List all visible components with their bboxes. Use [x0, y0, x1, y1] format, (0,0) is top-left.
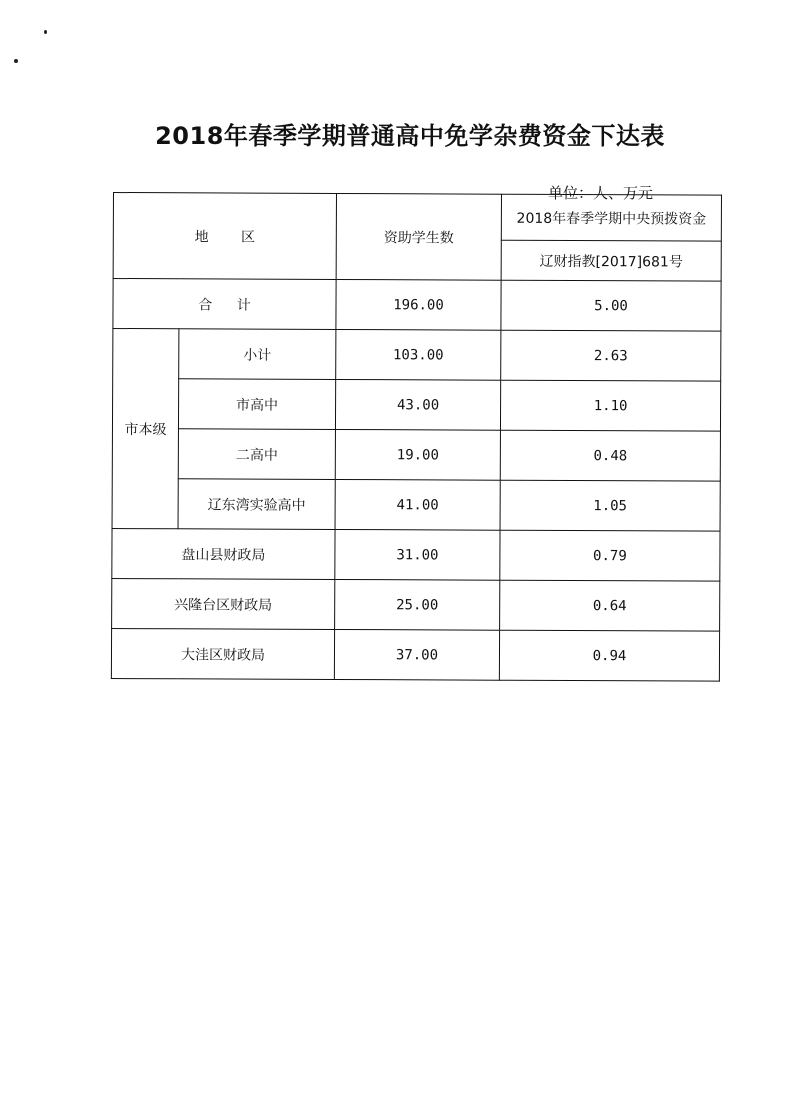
total-row — [113, 279, 721, 332]
table-row — [112, 478, 720, 531]
unit-note: 单位：人、万元 — [548, 184, 654, 202]
document-title: 2018年春季学期普通高中免学杂费资金下达表 — [155, 122, 665, 150]
funding-table — [111, 192, 722, 682]
scan-speck — [44, 30, 47, 34]
table-row — [112, 428, 720, 481]
district-students: 31.00 — [335, 529, 500, 580]
city-row-students: 41.00 — [335, 479, 500, 530]
district-fund: 0.79 — [500, 530, 720, 581]
table-row — [112, 578, 720, 631]
district-fund: 0.64 — [500, 580, 720, 631]
district-label: 盘山县财政局 — [112, 528, 335, 579]
total-students: 196.00 — [336, 279, 501, 330]
city-row-fund: 2.63 — [501, 330, 721, 381]
district-label: 兴隆台区财政局 — [112, 578, 335, 629]
header-row — [113, 193, 721, 242]
city-row-students: 43.00 — [335, 379, 500, 430]
table-row — [111, 628, 719, 681]
table-row — [112, 528, 720, 581]
district-students: 37.00 — [334, 629, 499, 680]
table-row — [112, 379, 720, 432]
city-row-students: 103.00 — [336, 329, 501, 380]
header-students: 资助学生数 — [336, 193, 501, 280]
header-fund-title: 2018年春季学期中央预拨资金 — [501, 194, 721, 241]
city-row-fund: 1.05 — [500, 480, 720, 531]
funding-table-container — [111, 192, 721, 701]
city-row-label: 小计 — [179, 329, 336, 380]
table-row — [113, 329, 721, 382]
city-row-fund: 0.48 — [500, 430, 720, 481]
district-students: 25.00 — [335, 579, 500, 630]
city-row-label: 二高中 — [178, 429, 335, 480]
city-row-label: 市高中 — [178, 379, 335, 430]
district-label: 大洼区财政局 — [111, 628, 334, 679]
scan-speck — [14, 59, 18, 63]
city-row-fund: 1.10 — [500, 380, 720, 431]
city-group-label: 市本级 — [112, 329, 179, 529]
city-row-label: 辽东湾实验高中 — [178, 479, 335, 530]
city-row-students: 19.00 — [335, 429, 500, 480]
total-label: 合 计 — [113, 279, 336, 330]
total-fund: 5.00 — [501, 280, 721, 331]
header-region: 地 区 — [113, 193, 336, 280]
header-fund-doc: 辽财指教[2017]681号 — [501, 240, 721, 281]
district-fund: 0.94 — [499, 630, 719, 681]
